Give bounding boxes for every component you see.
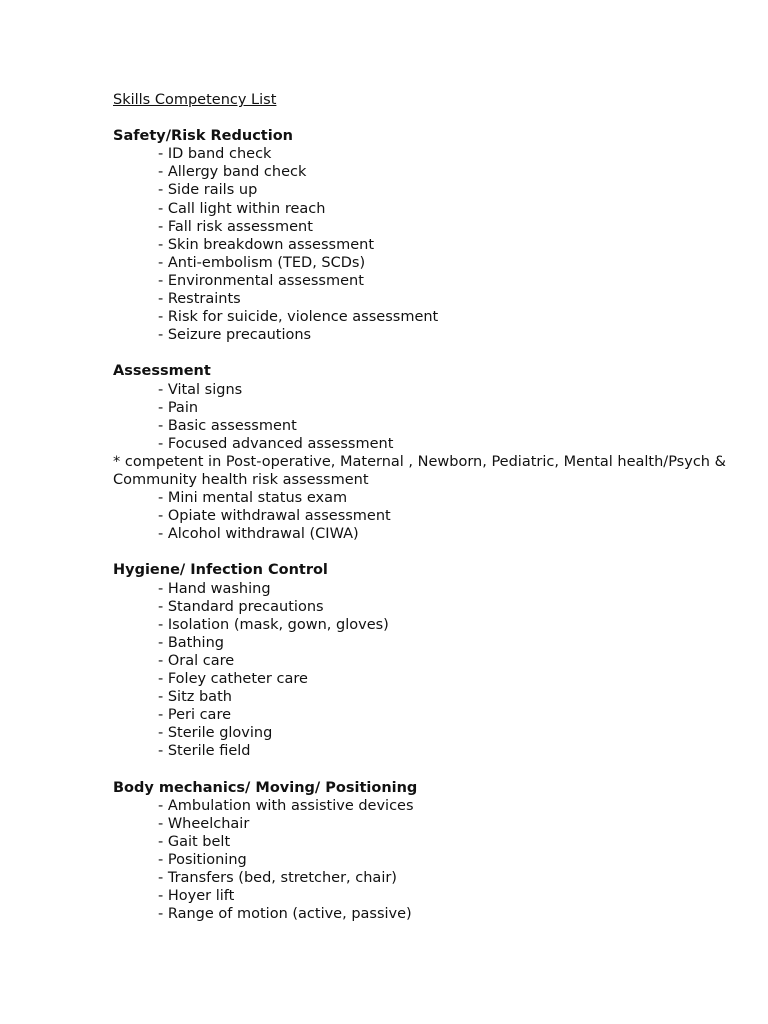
- list-item: - Wheelchair: [158, 815, 250, 832]
- list-item: - Fall risk assessment: [158, 218, 313, 235]
- list-item: - Oral care: [158, 652, 235, 669]
- section-heading: Body mechanics/ Moving/ Positioning: [113, 779, 418, 796]
- list-item: - Sitz bath: [158, 689, 232, 706]
- list-item: - Restraints: [158, 291, 241, 308]
- list-item: - Hoyer lift: [158, 888, 235, 905]
- list-item: - Anti-embolism (TED, SCDs): [158, 254, 366, 271]
- list-item: - Focused advanced assessment: [158, 435, 394, 452]
- list-item: - Environmental assessment: [158, 272, 364, 289]
- list-item: - Side rails up: [158, 182, 258, 199]
- section-assessment: [113, 362, 733, 543]
- list-item: - Sterile gloving: [158, 725, 273, 742]
- competency-note: * competent in Post-operative, Maternal , Newborn, Pediatric, Mental health/Psych & Community health risk assessment: [113, 453, 726, 488]
- section-heading: Assessment: [113, 363, 211, 380]
- list-item: - Sterile field: [158, 743, 251, 760]
- document-title: Skills Competency List: [113, 92, 277, 108]
- list-item: - Peri care: [158, 707, 232, 724]
- list-item: - Skin breakdown assessment: [158, 236, 374, 253]
- list-item: - Allergy band check: [158, 164, 307, 181]
- list-item: - Bathing: [158, 634, 224, 651]
- list-item: - Risk for suicide, violence assessment: [158, 309, 439, 326]
- list-item: - Vital signs: [158, 381, 243, 398]
- list-item: - Seizure precautions: [158, 327, 312, 344]
- section-heading: Hygiene/ Infection Control: [113, 562, 328, 579]
- list-item: - Positioning: [158, 851, 247, 868]
- list-item: - Foley catheter care: [158, 671, 308, 687]
- list-item: - Call light within reach: [158, 200, 326, 217]
- section-heading: Safety/Risk Reduction: [113, 128, 293, 145]
- section-safety-risk-reduction: [113, 127, 733, 344]
- list-item: - Isolation (mask, gown, gloves): [158, 616, 389, 633]
- list-item: - ID band check: [158, 146, 272, 163]
- list-item: - Pain: [158, 399, 199, 416]
- list-item: - Mini mental status exam: [158, 490, 348, 507]
- list-item: - Ambulation with assistive devices: [158, 797, 414, 814]
- section-hygiene-infection-control: [113, 561, 733, 760]
- list-item: - Alcohol withdrawal (CIWA): [158, 526, 359, 543]
- document-page: [113, 91, 733, 923]
- list-item: - Opiate withdrawal assessment: [158, 508, 391, 525]
- list-item: - Gait belt: [158, 833, 231, 850]
- list-item: - Standard precautions: [158, 598, 324, 615]
- list-item: - Transfers (bed, stretcher, chair): [158, 870, 397, 887]
- section-body-mechanics: [113, 779, 733, 924]
- list-item: - Range of motion (active, passive): [158, 906, 412, 923]
- list-item: - Basic assessment: [158, 417, 297, 434]
- list-item: - Hand washing: [158, 580, 271, 597]
